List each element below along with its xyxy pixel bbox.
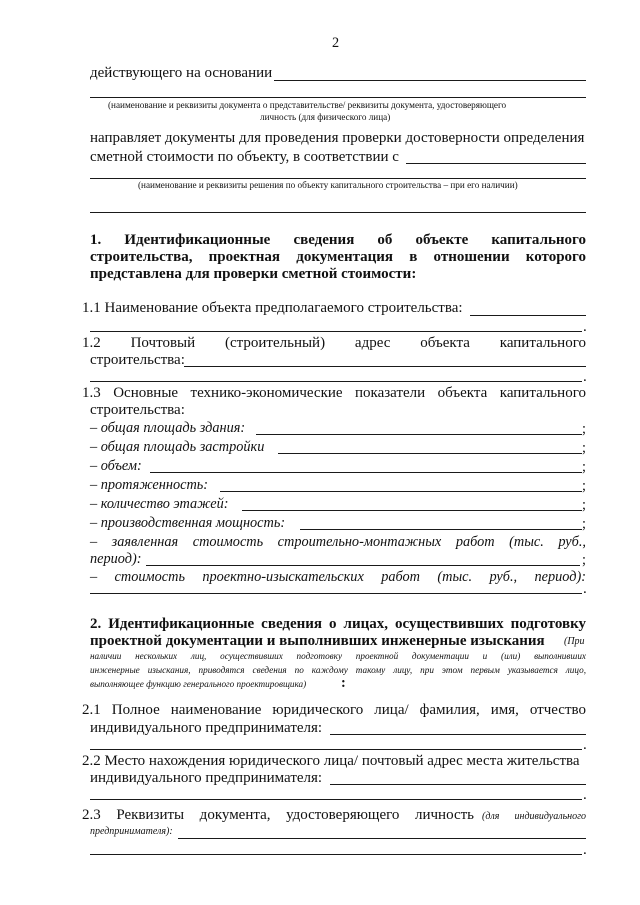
indicator-design-cost-line1: – стоимость проектно-изыскательских работ (тыс. руб., период): <box>90 569 586 585</box>
period-mark: . <box>583 787 587 803</box>
section2-note-line3: выполняющее функцию генерального проектировщика) <box>90 679 307 689</box>
indicator-floors: – количество этажей: <box>90 496 229 512</box>
preamble-note-1b: личность (для физического лица) <box>260 112 391 122</box>
fill-line <box>146 565 580 566</box>
semicolon: ; <box>582 516 586 532</box>
semicolon: ; <box>582 552 586 568</box>
indicator-capacity: – производственная мощность: <box>90 515 286 531</box>
period-mark: . <box>583 842 587 858</box>
item-1-3-label-line1: 1.3 Основные технико-экономические показатели объекта капитального <box>82 385 586 401</box>
section2-note-line1: наличии нескольких лиц, осуществивших подготовку проектной документации и (или) выполнивших <box>90 651 586 661</box>
item-2-3-note: (для индивидуального <box>482 811 586 822</box>
fill-line <box>300 529 582 530</box>
indicator-construction-cost-line2: период): <box>90 551 142 567</box>
fill-line <box>406 163 586 164</box>
period-mark: . <box>583 369 587 385</box>
fill-line <box>256 434 582 435</box>
semicolon: ; <box>582 421 586 437</box>
period-mark: . <box>583 737 587 753</box>
semicolon: ; <box>582 478 586 494</box>
preamble-line-2: направляет документы для проведения проверки достоверности определения <box>90 130 585 146</box>
period-mark: . <box>583 319 587 335</box>
item-1-2-label-line1: 1.2 Почтовый (строительный) адрес объекта капитального <box>82 335 586 351</box>
fill-line <box>220 491 582 492</box>
fill-line <box>90 749 582 750</box>
item-2-3-label-line2: предпринимателя): <box>90 826 173 837</box>
fill-line <box>90 212 586 213</box>
preamble-line-1: действующего на основании <box>90 65 273 81</box>
item-2-2-label-line1: 2.2 Место нахождения юридического лица/ почтовый адрес места жительства <box>82 753 580 769</box>
indicator-built-area: – общая площадь застройки <box>90 439 265 455</box>
preamble-note-2: (наименование и реквизиты решения по объекту капитального строительства – при его наличии) <box>138 180 518 190</box>
fill-line <box>178 838 586 839</box>
item-2-1-label-line2: индивидуального предпринимателя: <box>90 720 323 736</box>
indicator-length: – протяженность: <box>90 477 209 493</box>
fill-line <box>242 510 582 511</box>
item-1-3-label-line2: строительства: <box>90 402 185 418</box>
indicator-building-area: – общая площадь здания: <box>90 420 246 436</box>
section2-note-start: (При <box>564 636 585 647</box>
preamble-note-1a: (наименование и реквизиты документа о представительстве/ реквизиты документа, удостоверяющего <box>108 100 507 110</box>
fill-line <box>90 593 582 594</box>
preamble-line-3: сметной стоимости по объекту, в соответствии с <box>90 149 399 165</box>
fill-line <box>90 178 586 179</box>
item-2-2-label-line2: индивидуального предпринимателя: <box>90 770 323 786</box>
semicolon: ; <box>582 459 586 475</box>
item-1-2-label-line2: строительства: <box>90 352 185 368</box>
fill-line <box>330 784 586 785</box>
item-1-1-label: 1.1 Наименование объекта предполагаемого строительства: <box>82 300 463 316</box>
indicator-construction-cost-line1: – заявленная стоимость строительно-монтажных работ (тыс. руб., <box>90 534 586 550</box>
fill-line <box>90 331 582 332</box>
indicator-volume: – объем: <box>90 458 142 474</box>
fill-line <box>90 381 582 382</box>
fill-line <box>90 97 586 98</box>
section2-note-line2: инженерные изыскания, приводятся сведения по каждому такому лицу, при этом первым указывается лицо, <box>90 665 586 675</box>
section1-heading-line3: представлена для проверки сметной стоимости: <box>90 266 417 282</box>
section2-heading-line1: 2. Идентификационные сведения о лицах, осуществивших подготовку <box>90 616 586 632</box>
section1-heading-line2: строительства, проектная документация в отношении которого <box>90 249 586 265</box>
fill-line <box>278 453 582 454</box>
item-2-3-label-line1: 2.3 Реквизиты документа, удостоверяющего личность <box>82 807 474 823</box>
section1-heading-line1: 1. Идентификационные сведения об объекте капитального <box>90 232 586 248</box>
section2-heading-line2: проектной документации и выполнивших инженерные изыскания <box>90 633 545 649</box>
fill-line <box>184 366 586 367</box>
page-number: 2 <box>332 35 340 51</box>
item-2-1-label-line1: 2.1 Полное наименование юридического лица/ фамилия, имя, отчество <box>82 702 586 718</box>
fill-line <box>90 799 582 800</box>
fill-line <box>470 315 586 316</box>
fill-line <box>330 734 586 735</box>
semicolon: ; <box>582 440 586 456</box>
fill-line <box>274 80 586 81</box>
fill-line <box>150 472 582 473</box>
semicolon: ; <box>582 497 586 513</box>
section2-note-colon: : <box>341 675 346 691</box>
fill-line <box>90 854 582 855</box>
period-mark: . <box>583 581 587 597</box>
